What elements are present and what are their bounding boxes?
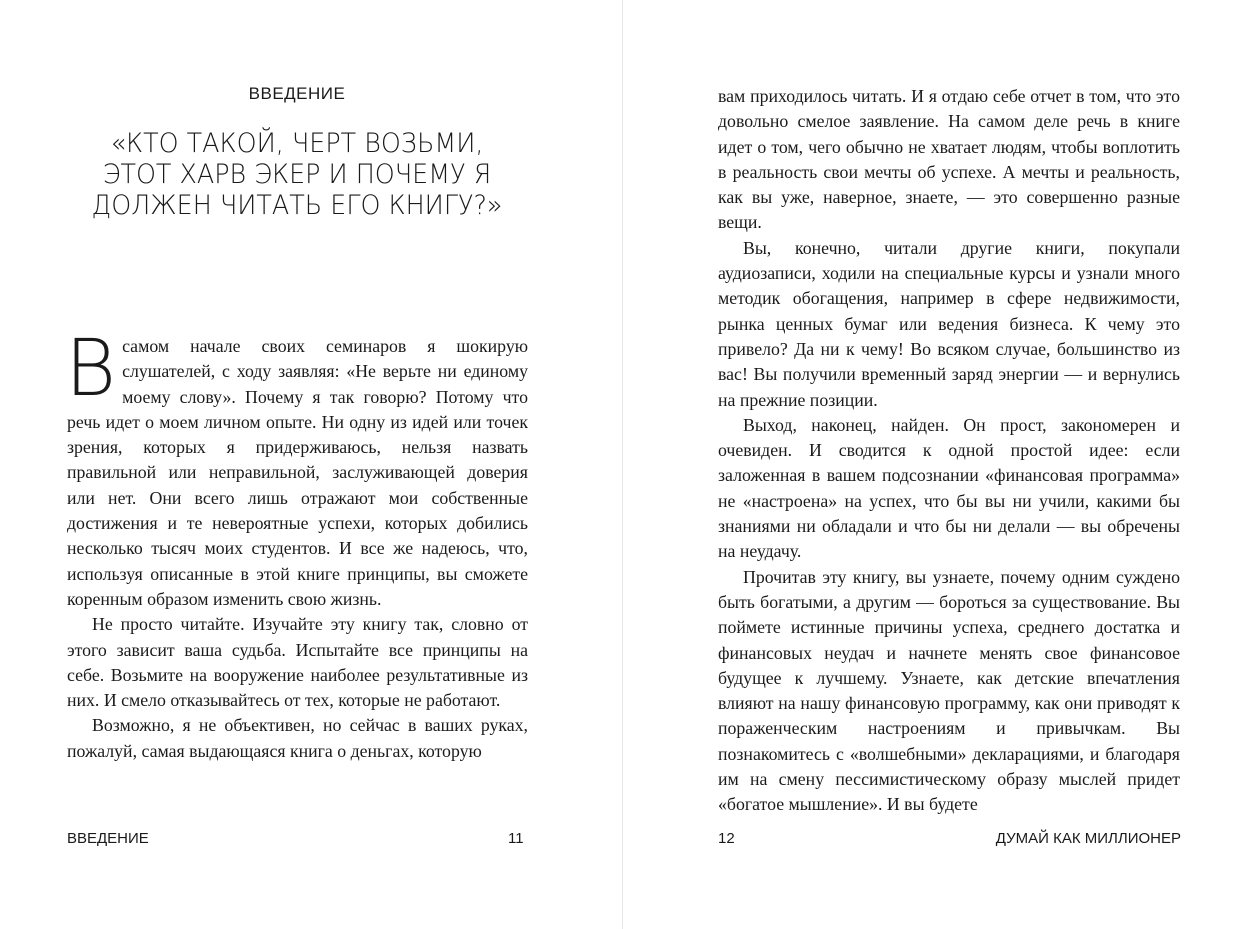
running-footer-label: ДУМАЙ КАК МИЛЛИОНЕР: [995, 830, 1181, 847]
paragraph: Прочитав эту книгу, вы узнаете, почему одним суждено быть богатыми, а другим — бороться за существование. Вы поймете истинные причины успеха, среднего достатка и финансовых неудач и начнете менять свое финансовое будущее к лучшему. Узнаете, как детские впечатления влияют на нашу финансовую программу, как они приводят к пораженческим настроениям и привычкам. Вы познакомитесь с «волшебными» декларациями, и благодаря им на смену пессимистическому образу мыслей придет «богатое мышление». И вы будете: [718, 566, 1180, 815]
paragraph: вам приходилось читать. И я отдаю себе отчет в том, что это довольно смелое заявление. На самом деле речь в книге идет о том, чего обычно не хватает людям, чтобы воплотить в реальность свои мечты об успехе. А мечты и реальность, как вы уже, наверное, знаете, — это совершенно разные вещи.: [718, 86, 1180, 233]
page-number: 12: [718, 830, 735, 847]
paragraph: [65, 324, 528, 612]
paragraph: Возможно, я не объективен, но сейчас в ваших руках, пожалуй, самая выдающаяся книга о деньгах, которую: [67, 715, 528, 761]
left-body-text: [65, 324, 528, 764]
running-footer-label: ВВЕДЕНИЕ: [67, 830, 149, 847]
right-page: [623, 0, 1247, 929]
chapter-title: «КТО ТАКОЙ, ЧЕРТ ВОЗЬМИ, ЭТОТ ХАРВ ЭКЕР И ПОЧЕМУ Я ДОЛЖЕН ЧИТАТЬ ЕГО КНИГУ?»: [91, 128, 503, 221]
chapter-label: ВВЕДЕНИЕ: [248, 84, 346, 103]
paragraph: Выход, наконец, найден. Он прост, закономерен и очевиден. И сводится к одной простой идее: если заложенная в вашем подсознании «финансовая программа» не «настроена» на успех, что бы вы ни учили, какими бы знаниями ни обладали и что бы ни делали — вы обречены на неудачу.: [718, 414, 1180, 562]
page-number: 11: [508, 830, 524, 847]
drop-cap: В: [65, 324, 117, 414]
paragraph: Вы, конечно, читали другие книги, покупали аудиозаписи, ходили на специальные курсы и узнали много методик обогащения, например в сфере недвижимости, рынка ценных бумаг или ведения бизнеса. К чему это привело? Да ни к чему! Во всяком случае, большинство из вас! Вы получили временный заряд энергии — и вернулись на прежние позиции.: [718, 237, 1180, 410]
paragraph-text: самом начале своих семинаров я шокирую слушателей, с ходу заявляя: «Не верьте ни единому моему слову». Почему я так говорю? Потому что речь идет о моем личном опыте. Ни одну из идей или точек зрения, которых я придерживаюсь, нельзя назвать правильной или неправильной, заслуживающей доверия или нет. Они всего лишь отражают мои собственные достижения и те невероятные успехи, которых добились несколько тысяч моих студентов. И все же надеюсь, что, используя описанные в этой книге принципы, вы сможете коренным образом изменить свою жизнь.: [67, 336, 528, 609]
right-body-text: [718, 84, 1180, 818]
left-page: [0, 0, 622, 929]
paragraph: Не просто читайте. Изучайте эту книгу так, словно от этого зависит ваша судьба. Испытайте все принципы на себе. Возьмите на вооружение наиболее результативные из них. И смело отказывайтесь от тех, которые не работают.: [67, 614, 528, 711]
